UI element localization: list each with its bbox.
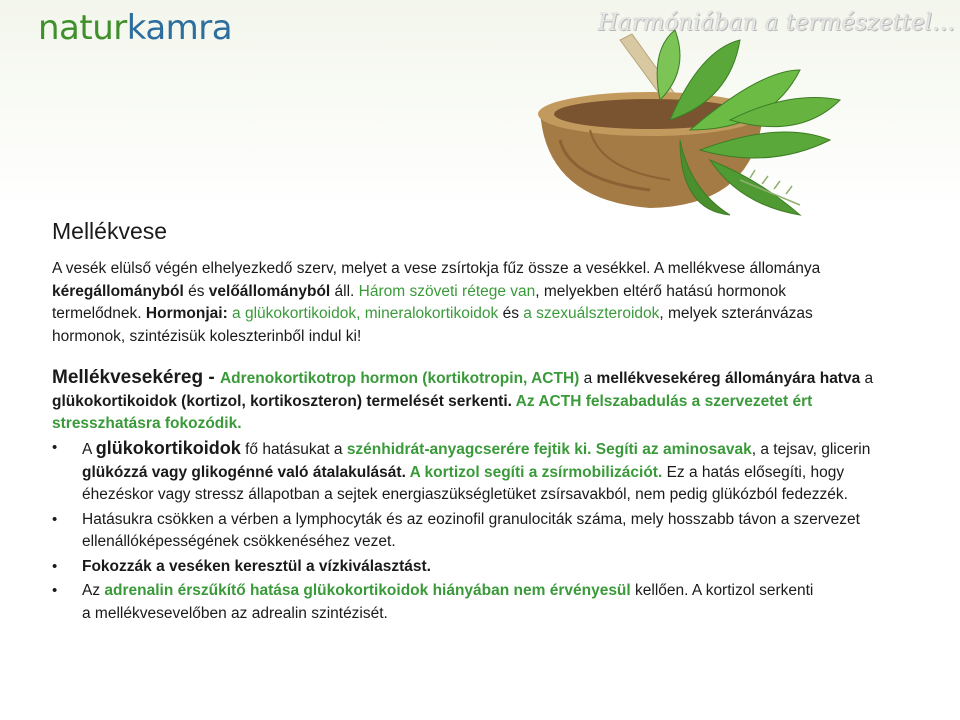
term-mellekvesekereg: Mellékvesekéreg -	[52, 367, 220, 388]
text: áll.	[330, 282, 359, 300]
highlight-adrenalin: adrenalin érszűkítő hatása glükokortikoidok hiányában nem érvényesül	[104, 582, 631, 599]
bullet-marker: •	[52, 557, 58, 575]
brand-logo	[38, 8, 232, 48]
text: Az	[82, 582, 105, 599]
effects-list	[52, 437, 932, 627]
term-glukokortikoidok: glükokortikoidok	[95, 438, 241, 458]
logo-kamra: kamra	[126, 8, 233, 48]
term-glukozza: glükózzá vagy glikogénné való átalakulását.	[82, 463, 406, 481]
highlight-stresszhatas: stresszhatásra fokozódik.	[52, 415, 242, 432]
intro-line1: A vesék elülső végén elhelyezkedő szerv, melyet a vese zsírtokja fűz össze a vesékkel. A mellékvese állománya	[52, 260, 821, 277]
bullet-marker: •	[52, 439, 58, 456]
bullet-marker: •	[52, 510, 58, 528]
page-title: Mellékvese	[52, 218, 168, 244]
list-item	[52, 509, 932, 554]
highlight-zsirmobilizacio: A kortizol segíti a zsírmobilizációt.	[405, 463, 663, 481]
text: ellenállóképességének csökkenéséhez vezet.	[82, 533, 396, 550]
highlight-aminosavak: Segíti az aminosavak	[591, 441, 752, 458]
term-hormonjai: Hormonjai:	[145, 305, 228, 322]
list-item	[52, 580, 932, 625]
text: éhezéskor vagy stressz állapotban a sejtek energiaszükségletüket zsírsavakból, nem pedig glükózból fedezzék.	[82, 486, 848, 503]
text: Hatásukra csökken a vérben a lymphocyták és az eozinofil granulociták száma, mely hosszabb távon a szervezet	[82, 510, 860, 528]
bullet-marker: •	[52, 582, 58, 599]
text: fő hatásukat a	[240, 441, 347, 458]
text: és	[498, 305, 524, 322]
term-veloallomany: velőállományból	[208, 282, 331, 300]
list-item	[52, 437, 932, 507]
text: a mellékvesevelőben az adrealin szintézisét.	[82, 604, 388, 622]
intro-paragraph	[52, 258, 932, 348]
term-glukokortikoid-termeles: glükokortikoidok (kortizol, kortikoszteron) termelését serkenti.	[52, 392, 512, 410]
text: kellően. A kortizol serkenti	[630, 582, 814, 599]
text: , a tejsav, glicerin	[751, 441, 871, 458]
text: termelődnek.	[52, 305, 146, 322]
intro-line4: hormonok, szintézisük koleszterinből indul ki!	[52, 327, 362, 345]
highlight-szenhidrat: szénhidrát-anyagcserére fejtik ki.	[346, 441, 592, 458]
text: , melyek szteránvázas	[659, 305, 813, 322]
highlight-hormones: a glükokortikoidok, mineralokortikoidok	[227, 305, 499, 322]
text: és	[183, 282, 209, 300]
highlight-acth: Adrenokortikotrop hormon (kortikotropin, ACTH)	[219, 370, 580, 387]
highlight-szexualszteroidok: a szexuálszteroidok	[523, 305, 660, 322]
highlight-acth-felszabadulas: Az ACTH felszabadulás a szervezetet ért	[511, 392, 813, 410]
text: , melyekben eltérő hatású hormonok	[535, 282, 787, 300]
mortar-herbs-illustration	[500, 30, 850, 220]
logo-natur: natur	[38, 8, 127, 48]
text: Ez a hatás elősegíti, hogy	[662, 463, 845, 481]
list-item	[52, 556, 932, 579]
term-kereg-allomany: mellékvesekéreg állományára hatva	[596, 370, 861, 387]
term-keregallomany: kéregállományból	[52, 282, 184, 300]
text: a	[579, 370, 597, 387]
term-vizkivalasztas: Fokozzák a veséken keresztül a vízkiválasztást.	[82, 557, 431, 575]
text: A	[82, 441, 96, 458]
cortex-paragraph	[52, 367, 932, 436]
text: a	[860, 370, 874, 387]
highlight-szoveti-reteg: Három szöveti rétege van	[358, 282, 536, 300]
slogan: Harmóniában a természettel…	[598, 10, 956, 36]
